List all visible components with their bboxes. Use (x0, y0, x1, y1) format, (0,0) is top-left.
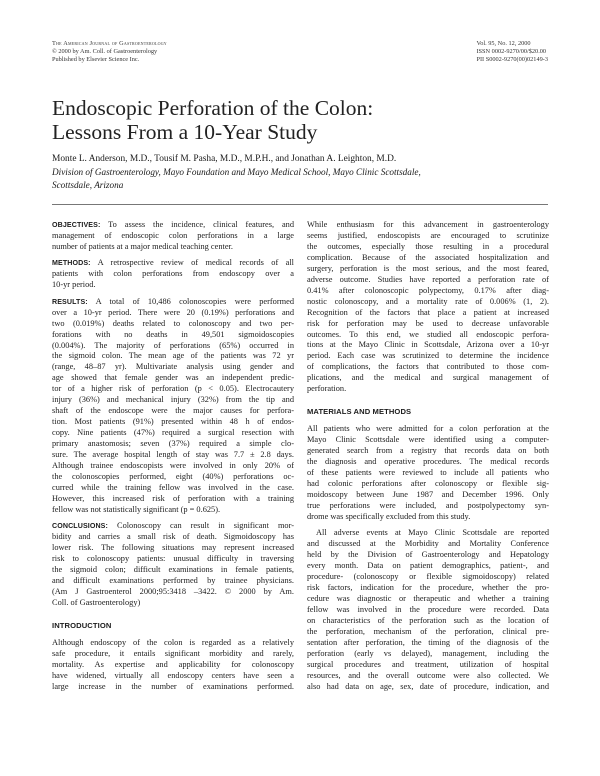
volume-line: Vol. 95, No. 12, 2000 (476, 40, 531, 47)
text-line: drome was specifically excluded from this study. (307, 511, 471, 521)
authors: Monte L. Anderson, M.D., Tousif M. Pasha, M.D., M.P.H., and Jonathan A. Leighton, M.D. (52, 154, 397, 164)
materials-heading: MATERIALS AND METHODS (307, 407, 412, 417)
text-line: complication. Because of the associated hospitalization and (307, 252, 549, 262)
text-line: risk factors, indication for the procedure, whether the pro- (307, 583, 549, 593)
text-line: the sigmoid colon. The mean age of the patients was 72 yr (52, 351, 294, 361)
text-line: seems justified, endoscopists are encouraged to scrutinize (307, 230, 549, 240)
text-line: of complications, the factors that contributed to those com- (307, 362, 549, 372)
text-line: (0.004%). The majority of perforations (65%) occurred in (52, 340, 294, 350)
text-line: surgical procedures and treatment, utilization of hospital (307, 659, 549, 669)
text-line: Recognition of the factors that place a patient at increased (307, 307, 549, 317)
introduction-text (52, 638, 294, 693)
text-line: curred while the training fellow was involved in the case. (52, 482, 294, 492)
copyright-line: © 2000 by Am. Coll. of Gastroenterology (52, 47, 158, 55)
text-line: and difficult examinations performed by trainee physicians. (52, 576, 294, 586)
text-line: (Am J Gastroenterol 2000;95:3418 –3422. © 2000 by Am. (52, 587, 294, 596)
text-line: had colonic perforations after colonoscopy or flexible sig- (307, 478, 549, 488)
running-header-left (52, 40, 167, 63)
abstract-label: CONCLUSIONS: (52, 522, 108, 531)
text-line: true perforations were included, and postpolypectomy syn- (307, 500, 549, 510)
divider (52, 204, 548, 205)
abstract-label: OBJECTIVES: (52, 221, 101, 229)
right-column (307, 220, 549, 698)
text-line: adverse outcome. Studies have reported a perforation rate of (307, 274, 549, 284)
text-line: every month. Data on patient demographics, patient-, and (307, 561, 549, 571)
text-line: All patients who were admitted for a colon perforation at the (307, 424, 549, 434)
text-line (52, 258, 294, 269)
text-line: tions at the Mayo Clinic in Scottsdale, Arizona over a 10-yr (307, 340, 549, 350)
text-line: tor of a higher risk of perforation (p < 0.05). Electrocautery (52, 384, 294, 394)
text-line: While enthusiasm for this advancement in gastroenterology (307, 220, 549, 229)
text-line: (range, 48–87 yr). Multivariate analysis using gender and (52, 362, 294, 372)
text-line: number of patients at a major medical teaching center. (52, 241, 233, 251)
text-line: Coll. of Gastroenterology) (52, 597, 141, 607)
text-line: also had data on age, sex, date of procedure, indication, and (307, 681, 549, 691)
text-line: However, this increased risk of perforation with a training (52, 493, 294, 503)
text-line (52, 220, 294, 231)
text-line: procedure- (colonoscopy or flexible sigmoidoscopy) related (307, 572, 549, 582)
text-line: perforation (early vs delayed), management, including the (307, 648, 549, 658)
text-line: safe procedure, it entails significant morbidity and rarely, (52, 648, 294, 658)
text-line: Although endoscopy of the colon is regarded as a relatively (52, 637, 294, 647)
text-line: Although trainee endoscopists were involved in only 20% of (52, 461, 294, 471)
article-title (52, 96, 552, 144)
text-line: period. Each case was scrutinized to determine the incidence (307, 351, 549, 361)
text-line: of these patients were reviewed to include all patients who (307, 468, 549, 478)
text-line: held by the Division of Gastroenterology and Hepatology (307, 550, 549, 560)
abstract-conclusions (52, 521, 294, 609)
journal-name: The American Journal of Gastroenterology (52, 40, 167, 47)
text-line: the sigmoid colon; difficult examinations in female patients, (52, 565, 294, 575)
text-line: patients with colon perforations from endoscopy over a (52, 269, 294, 279)
abstract-methods (52, 258, 294, 291)
text-line: mortality. As expertise and applicability for colonoscopy (52, 659, 294, 669)
text-line: shaft of the endoscope were the major causes for perfora- (52, 406, 294, 416)
text-line: perforation. (307, 384, 347, 394)
text-line: large increase in the number of examinations performed. (52, 681, 294, 691)
text-line: risk for perforation may be used to decrease unfavorable (307, 318, 549, 328)
left-column (52, 220, 294, 698)
title-line: Endoscopic Perforation of the Colon: (52, 96, 374, 120)
abstract-results (52, 297, 294, 516)
text-line: the outcomes, especially those resulting in a procedural (307, 241, 549, 251)
text-line: surgery, perforation is the most serious, and the most feared, (307, 263, 549, 273)
text-line (52, 297, 294, 308)
text-line-body: A total of 10,486 colonoscopies were performed (87, 296, 294, 306)
introduction-heading: INTRODUCTION (52, 620, 112, 630)
text-line: forations with no deaths in 49,501 sigmoidoscopies (52, 329, 294, 339)
text-line: moidoscopy between June 1987 and December 1996. Only (307, 489, 549, 499)
publisher-line: Published by Elsevier Science Inc. (52, 55, 140, 63)
text-line: 10-yr period. (52, 280, 96, 290)
abstract-objectives (52, 220, 294, 253)
text-line-body: Colonoscopy can result in significant mor- (107, 521, 294, 531)
running-header-right (476, 40, 548, 63)
text-line: fellow was involved in the procedure were recorded. Data (307, 604, 549, 614)
text-line: copy. Nine patients (47%) required a surgical resection with (52, 428, 294, 438)
text-line: sentation after perforation, the timing of the diagnosis of the (307, 637, 549, 647)
text-line: injury (36%) and mechanical injury (32%) from the tip and (52, 395, 294, 405)
text-line: sure. The average hospital length of stay was 7.7 ± 2.8 days. (52, 450, 294, 460)
text-line: the diagnosis and operative procedures. The medical records (307, 457, 549, 467)
text-line: plications, and the medical and surgical management of (307, 373, 549, 383)
text-line: All adverse events at Mayo Clinic Scottsdale are reported (316, 528, 549, 538)
pii-line: PII S0002-9270(00)02149-3 (476, 55, 548, 63)
materials-para-1 (307, 424, 549, 523)
text-line: tion. Most patients (91%) presented within 48 h of endos- (52, 417, 294, 427)
text-line: Mayo Clinic Scottsdale were identified using a computer- (307, 435, 549, 445)
affiliation-line: Scottsdale, Arizona (52, 179, 124, 190)
text-line: outcomes. To this end, we studied all endoscopic perfora- (307, 329, 549, 339)
text-line: nostic colonoscopy, and a mortality rate of 0.006% (1, 2). (307, 296, 549, 306)
issn-line: ISSN 0002-9270/00/$20.00 (476, 47, 547, 55)
text-line: age showed that female gender was an independent predic- (52, 373, 294, 383)
text-line: over a 10-yr period. There were 20 (0.19%) perforations and (52, 307, 294, 317)
text-line: two (0.019%) deaths related to colonoscopy and two per- (52, 318, 294, 328)
text-line (52, 521, 294, 532)
text-line-body: To assess the incidence, clinical features, and (100, 220, 294, 229)
text-line-body: A retrospective review of medical records of all (90, 258, 294, 268)
materials-para-2 (307, 528, 549, 692)
title-line: Lessons From a 10-Year Study (52, 120, 318, 144)
abstract-label: METHODS: (52, 259, 91, 268)
text-line: the perforation, mechanism of the perforation, clinical pre- (307, 626, 549, 636)
text-line: bidity and carries a small risk of death. Sigmoidoscopy has (52, 532, 294, 542)
text-line: generated search from a registry that records data on both (307, 446, 549, 456)
text-line: and discussed at the Morbidity and Mortality Conference (307, 539, 549, 549)
affiliation-line: Division of Gastroenterology, Mayo Foundation and Mayo Medical School, Mayo Clinic Scottsdale, (52, 167, 421, 177)
abstract-label: RESULTS: (52, 297, 88, 306)
text-line: resources, and the overall outcome were also collected. We (307, 670, 549, 680)
text-line: risk to colonoscopy patients: unusual difficulty in traversing (52, 554, 294, 564)
text-line: management of endoscopic colon perforations in a large (52, 230, 294, 240)
affiliation (52, 166, 552, 192)
text-line: the colonoscopies performed, eight (40%) perforations oc- (52, 471, 294, 481)
text-line: cedure was diagnostic or therapeutic and whether a training (307, 594, 549, 603)
text-line: on characteristics of the perforation such as the location of (307, 615, 549, 625)
text-line: lower risk. The following situations may represent increased (52, 543, 294, 553)
text-line: 0.41% after colonoscopic polypectomy, 0.17% after diag- (307, 285, 549, 295)
text-line: primary anastomosis; seven (37%) required a simple clo- (52, 439, 294, 449)
text-line: fellow was not statistically significant (p = 0.625). (52, 504, 221, 514)
text-line: have widened, virtually all endoscopy centers have seen a (52, 670, 294, 680)
introduction-continued (307, 220, 549, 395)
